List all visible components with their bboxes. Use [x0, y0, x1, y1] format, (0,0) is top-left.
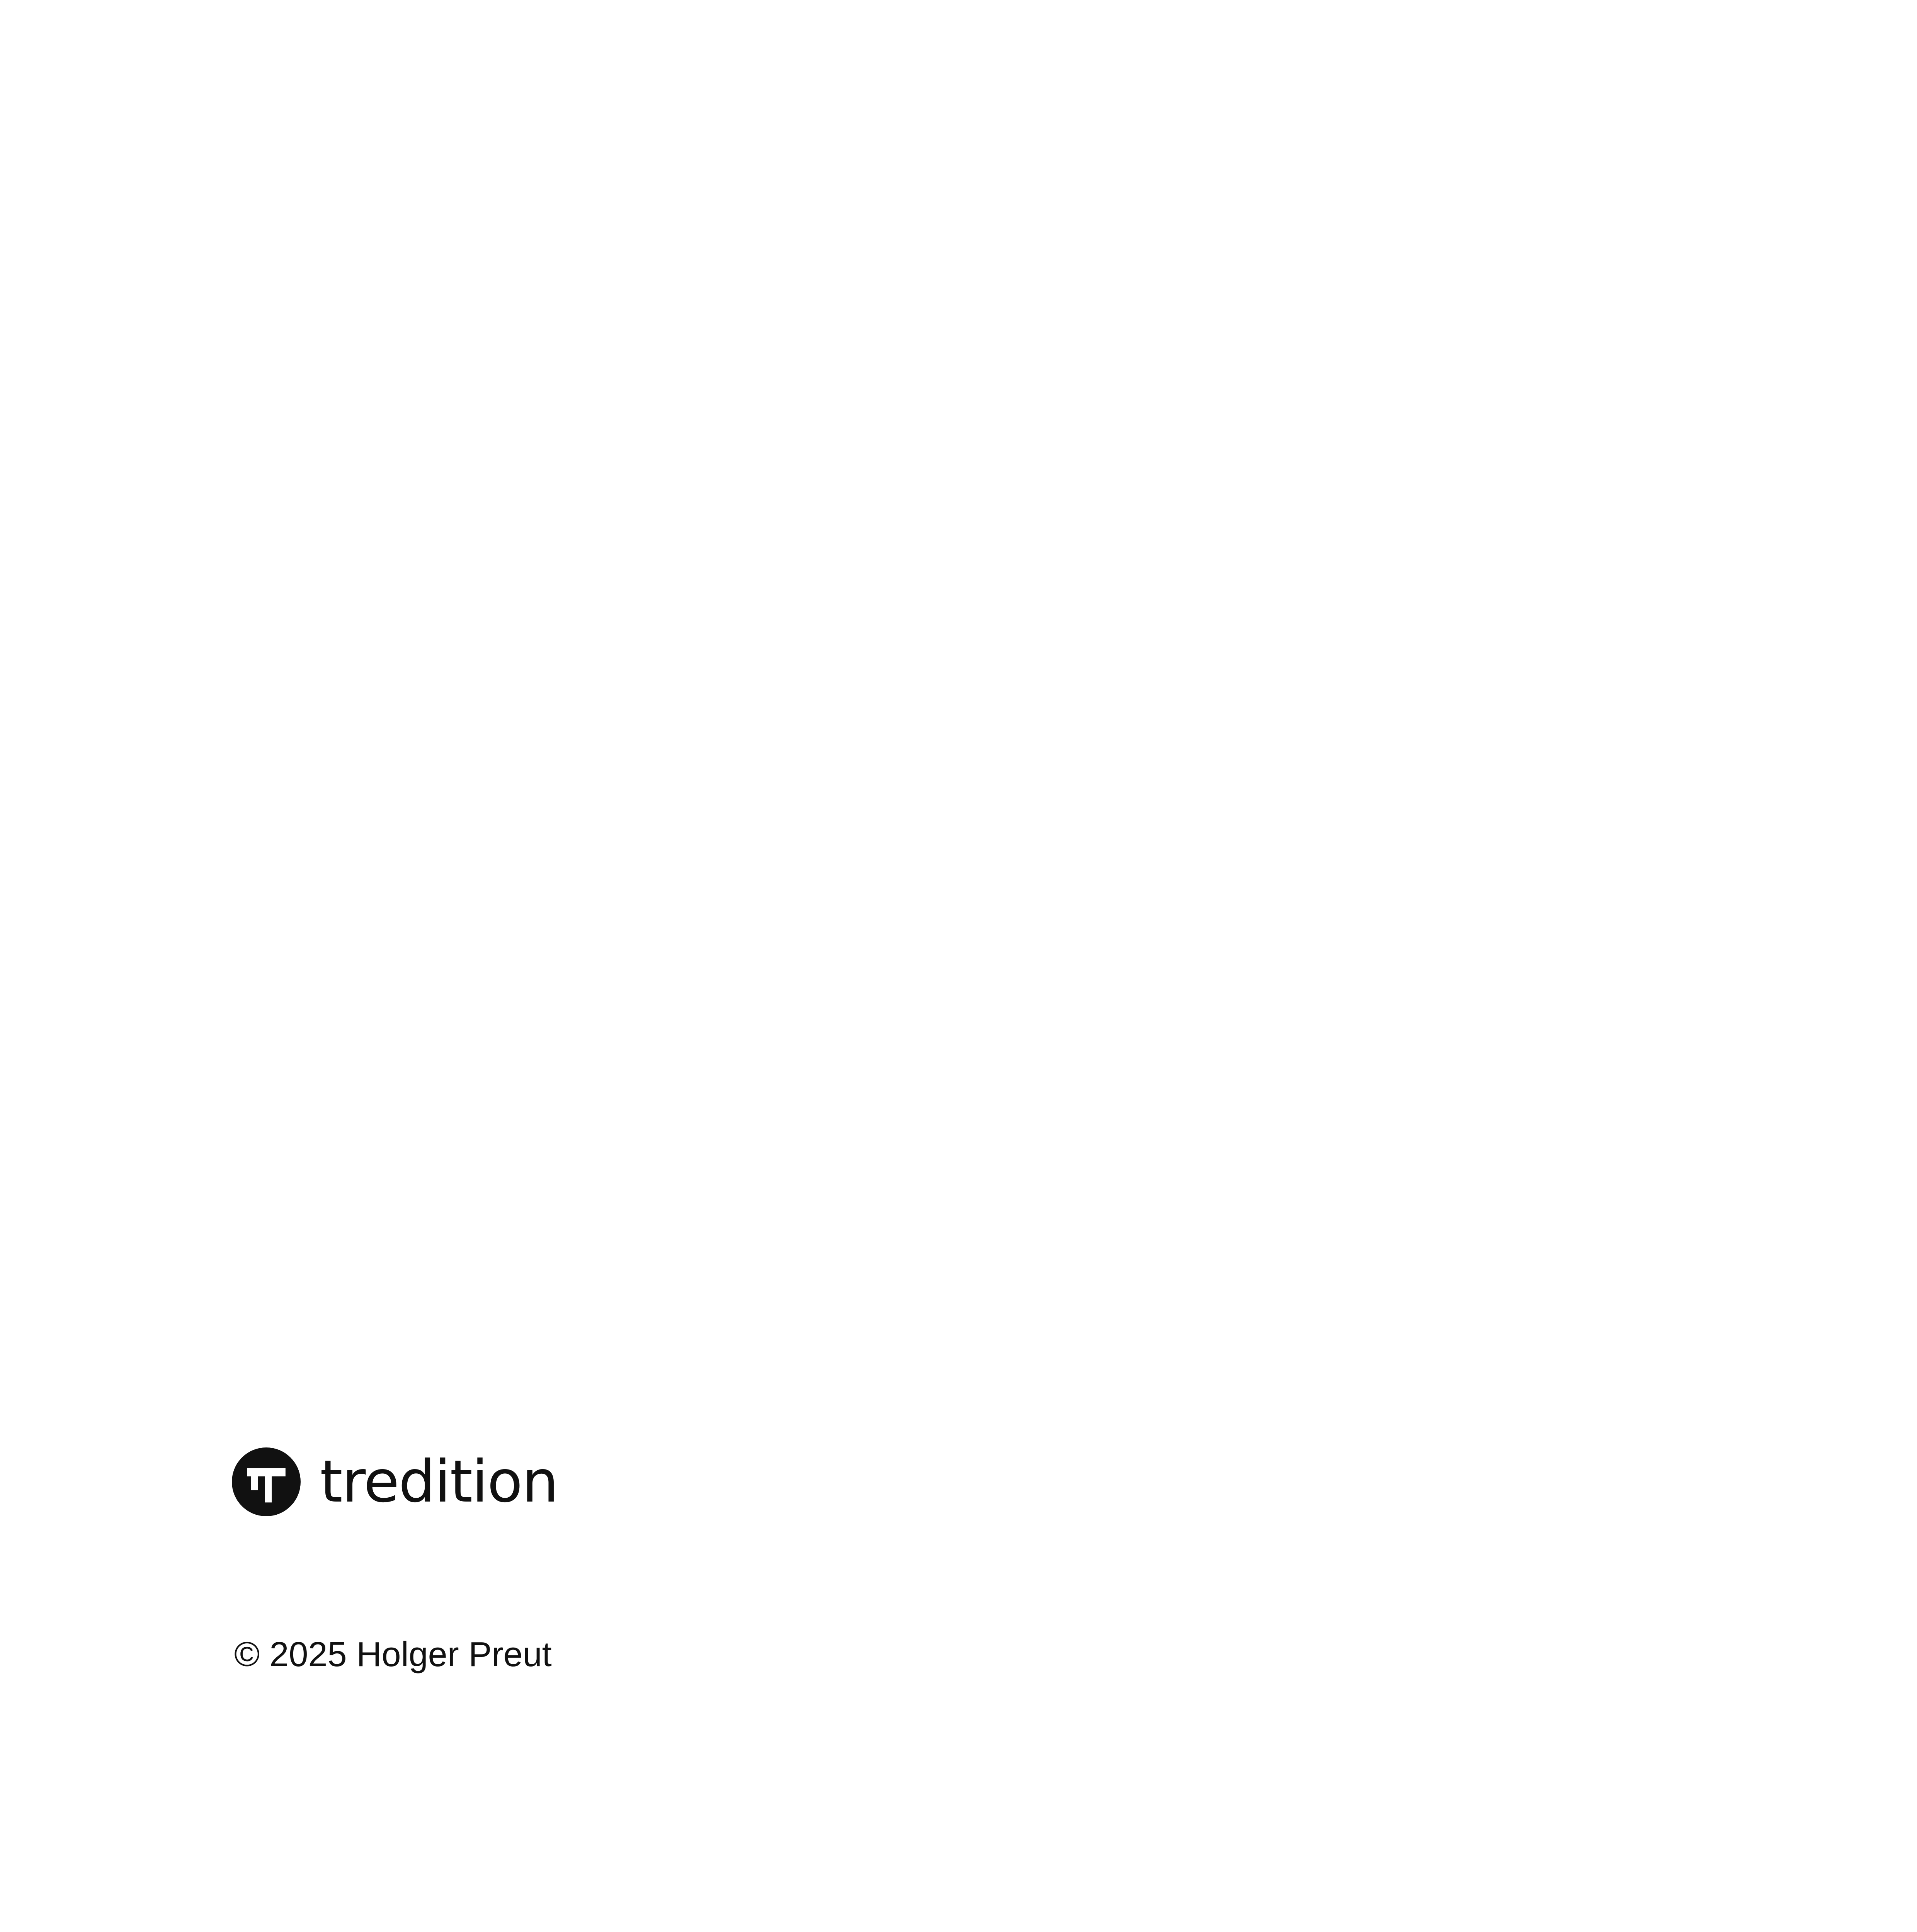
publisher-logo	[232, 1445, 558, 1519]
copyright-notice: © 2025 Holger Preut	[234, 1635, 552, 1674]
publisher-logo-text: tredition	[320, 1448, 558, 1515]
tredition-logo-icon	[232, 1447, 301, 1516]
